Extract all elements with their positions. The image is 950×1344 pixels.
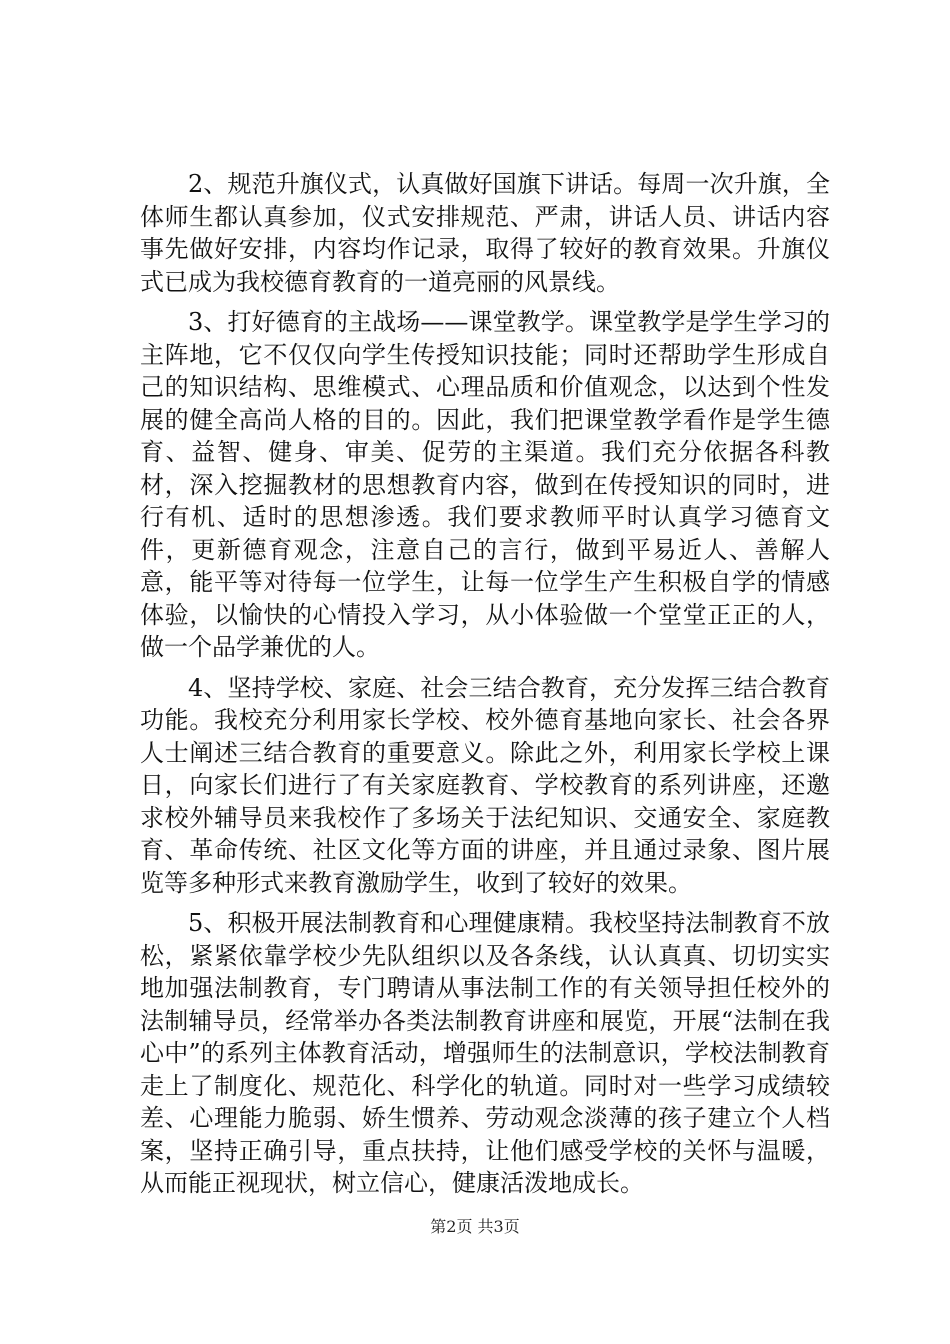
paragraph-three-combined-education: 4、坚持学校、家庭、社会三结合教育，充分发挥三结合教育功能。我校充分利用家长学校、校外德育基地向家长、社会各界人士阐述三结合教育的重要意义。除此之外，利用家长学校上课日，向家长们进行了有关家庭教育、学校教育的系列讲座，还邀求校外辅导员来我校作了多场关于法纪知识、交通安全、家庭教育、革命传统、社区文化等方面的讲座，并且通过录象、图片展览等多种形式来教育激励学生，收到了较好的效果。 (140, 673, 830, 897)
paragraph-classroom-teaching: 3、打好德育的主战场——课堂教学。课堂教学是学生学习的主阵地，它不仅仅向学生传授知识技能；同时还帮助学生形成自己的知识结构、思维模式、心理品质和价值观念，以达到个性发展的健全高尚人格的目的。因此，我们把课堂教学看作是学生德育、益智、健身、审美、促劳的主渠道。我们充分依据各科教材，深入挖掘教材的思想教育内容，做到在传授知识的同时，进行有机、适时的思想渗透。我们要求教师平时认真学习德育文件，更新德育观念，注意自己的言行，做到平易近人、善解人意，能平等对待每一位学生，让每一位学生产生积极自学的情感体验，以愉快的心情投入学习，从小体验做一个堂堂正正的人，做一个品学兼优的人。 (140, 308, 830, 661)
document-body (140, 168, 830, 1208)
page-number-footer: 第2页 共3页 (430, 1217, 520, 1236)
paragraph-legal-education: 5、积极开展法制教育和心理健康精。我校坚持法制教育不放松，紧紧依靠学校少先队组织以及各条线，认认真真、切切实实地加强法制教育，专门聘请从事法制工作的有关领导担任校外的法制辅导员，经常举办各类法制教育讲座和展览，开展“法制在我心中”的系列主体教育活动，增强师生的法制意识，学校法制教育走上了制度化、规范化、科学化的轨道。同时对一些学习成绩较差、心理能力脆弱、娇生惯养、劳动观念淡薄的孩子建立个人档案，坚持正确引导，重点扶持，让他们感受学校的关怀与温暖，从而能正视现状，树立信心，健康活泼地成长。 (140, 909, 830, 1197)
paragraph-flag-raising: 2、规范升旗仪式，认真做好国旗下讲话。每周一次升旗，全体师生都认真参加，仪式安排规范、严肃，讲话人员、讲话内容事先做好安排，内容均作记录，取得了较好的教育效果。升旗仪式已成为我校德育教育的一道亮丽的风景线。 (140, 170, 830, 296)
